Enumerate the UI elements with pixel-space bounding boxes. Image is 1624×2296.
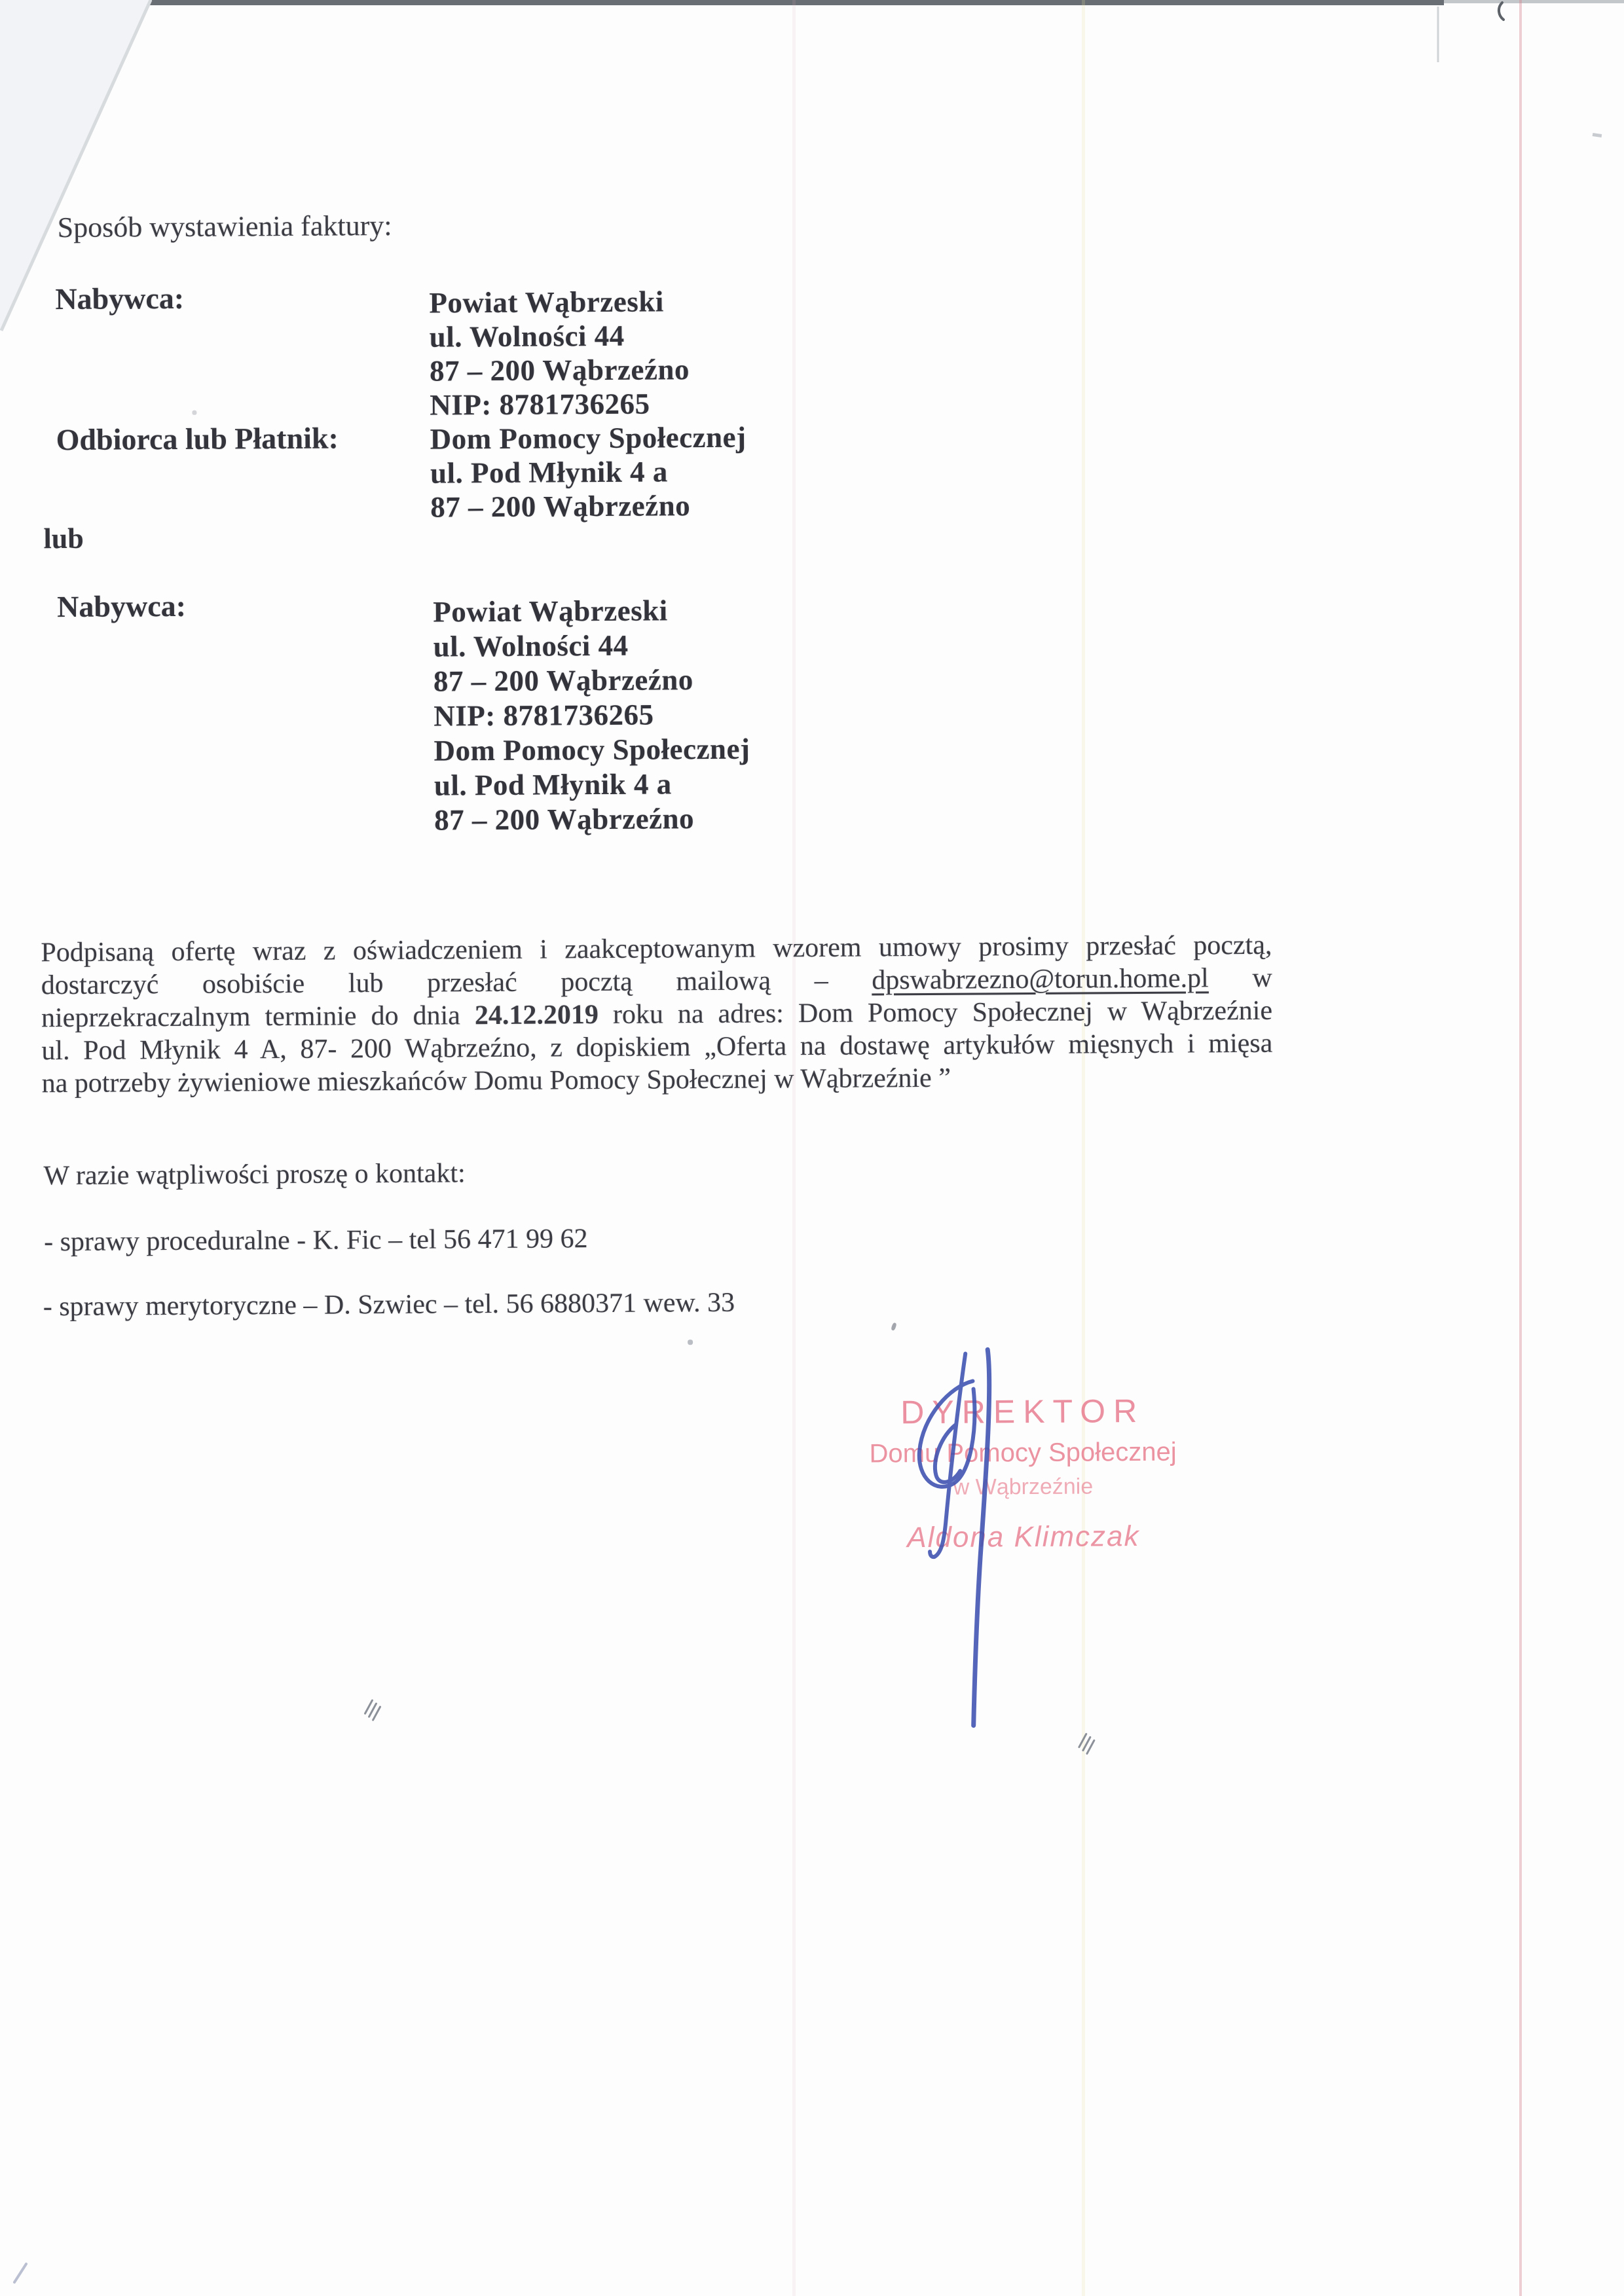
offer-submission-paragraph [41, 929, 1272, 1100]
address-line: 87 – 200 Wąbrzeźno [434, 802, 695, 837]
address-line: Dom Pomocy Społecznej [430, 420, 747, 456]
pen-squiggle-mark [362, 1695, 384, 1721]
recipient-payer-label: Odbiorca lub Płatnik: [56, 421, 339, 457]
paragraph-text: nieprzekraczalnym terminie do dnia [41, 1000, 475, 1034]
deadline-date: 24.12.2019 [474, 1000, 599, 1031]
address-line: Dom Pomocy Społecznej [434, 732, 750, 767]
scan-speck [192, 410, 196, 415]
pen-squiggle-mark [1077, 1728, 1099, 1755]
email-address: dpswabrzezno@torun.home.pl [872, 963, 1209, 996]
paragraph-text: dostarczyć osobiście lub przesłać pocztą mailową – [41, 965, 872, 1001]
handwritten-signature-ink [909, 1340, 1043, 1734]
paragraph-line: na potrzeby żywieniowe mieszkańców Domu Pomocy Społecznej w Wąbrzeźnie ” [41, 1063, 951, 1099]
scan-speck [688, 1339, 693, 1345]
buyer-label-2: Nabywca: [57, 589, 187, 624]
paragraph-text: w [1208, 962, 1272, 994]
address-line: 87 – 200 Wąbrzeźno [433, 663, 693, 698]
address-line: ul. Wolności 44 [433, 629, 629, 663]
paragraph-line: Podpisaną ofertę wraz z oświadczeniem i zaakceptowanym wzorem umowy prosimy przesłać pocztą, [41, 930, 1272, 968]
scan-speck [891, 1322, 897, 1331]
address-line: 87 – 200 Wąbrzeźno [430, 489, 691, 524]
invoice-method-heading: Sposób wystawienia faktury: [57, 209, 392, 244]
address-line: NIP: 8781736265 [430, 387, 650, 422]
contact-substantive: - sprawy merytoryczne – D. Szwiec – tel. 56 6880371 wew. 33 [43, 1287, 735, 1322]
buyer-label-1: Nabywca: [55, 281, 185, 316]
address-line: ul. Pod Młynik 4 a [434, 767, 672, 802]
contact-heading: W razie wątpliwości proszę o kontakt: [43, 1158, 466, 1192]
stamp-organization: Domu Pomocy Społecznej [869, 1437, 1177, 1468]
stamp-signer-name: Aldona Klimczak [907, 1520, 1140, 1554]
invoice-address-block-2 [433, 593, 750, 838]
address-line: 87 – 200 Wąbrzeźno [429, 353, 690, 388]
address-line: ul. Pod Młynik 4 a [430, 455, 668, 490]
address-line: ul. Wolności 44 [429, 319, 625, 354]
address-line: NIP: 8781736265 [434, 698, 654, 733]
contact-procedural: - sprawy proceduralne - K. Fic – tel 56 471 99 62 [44, 1224, 588, 1258]
paragraph-line: ul. Pod Młynik 4 A, 87- 200 Wąbrzeźno, z dopiskiem „Oferta na dostawę artykułów mięsnych i mięsa [41, 1028, 1273, 1066]
address-line: Powiat Wąbrzeski [433, 594, 668, 629]
stamp-title: DYREKTOR [900, 1392, 1145, 1431]
stamp-city: w Wąbrzeźnie [953, 1474, 1094, 1500]
or-label: lub [43, 522, 84, 555]
address-line: Powiat Wąbrzeski [429, 285, 664, 319]
invoice-address-block-1 [429, 284, 747, 524]
paragraph-text: roku na adres: Dom Pomocy Społecznej w Wąbrzeźnie [598, 995, 1273, 1030]
